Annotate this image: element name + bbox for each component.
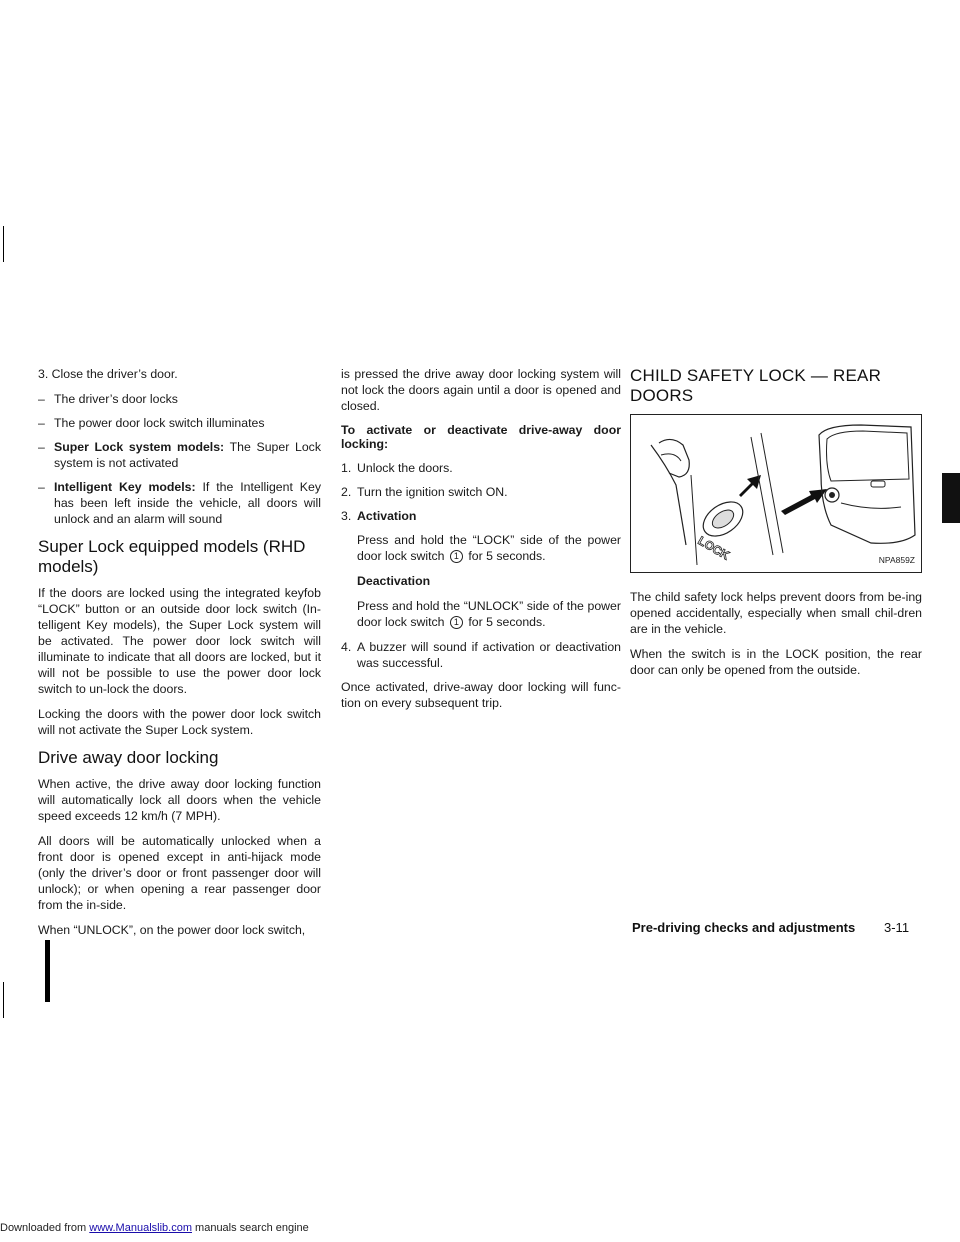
left-column bbox=[38, 366, 321, 947]
paragraph: is pressed the drive away door locking system will not lock the doors again until a door is opened and closed. bbox=[341, 367, 621, 413]
deactivation-label: Deactivation bbox=[357, 574, 431, 588]
step-3: 3. Close the driver’s door. bbox=[38, 367, 178, 381]
callout-1-icon: 1 bbox=[450, 616, 463, 629]
dash-item: – Intelligent Key models: If the Intelligent Key has been left inside the vehicle, all doors will unlock and an alarm will sound bbox=[38, 480, 321, 526]
label-bold: Super Lock system models: bbox=[54, 440, 225, 454]
section-heading: Drive away door locking bbox=[38, 748, 219, 767]
child-lock-illustration bbox=[631, 415, 921, 572]
download-banner: Downloaded from www.Manualslib.com manuals search engine bbox=[0, 1222, 309, 1234]
dash-item: – The power door lock switch illuminates bbox=[38, 416, 265, 430]
section-heading: CHILD SAFETY LOCK — REAR DOORS bbox=[630, 366, 882, 405]
list-item: 1. Unlock the doors. bbox=[341, 461, 453, 475]
figure-code: NPA859Z bbox=[878, 555, 915, 565]
paragraph: Locking the doors with the power door lock switch will not activate the Super Lock system. bbox=[38, 707, 321, 737]
paragraph: Once activated, drive-away door locking will func-tion on every subsequent trip. bbox=[341, 680, 621, 710]
crop-mark bbox=[3, 982, 4, 1018]
label-bold: Intelligent Key models: bbox=[54, 480, 196, 494]
paragraph: If the doors are locked using the integrated keyfob “LOCK” button or an outside door lock switch (In-telligent Key models), the Super Lock system will be activated. The power door lock switch will illuminate to indicate that all doors are locked, but it will not be possible to use the power door lock switch to un-lock the doors. bbox=[38, 586, 321, 696]
callout-1-icon: 1 bbox=[450, 550, 463, 563]
list-item: 2. Turn the ignition switch ON. bbox=[341, 485, 508, 499]
dash-item: – The driver’s door locks bbox=[38, 392, 178, 406]
paragraph: When “UNLOCK”, on the power door lock switch, bbox=[38, 923, 306, 937]
section-tab-marker bbox=[942, 473, 960, 523]
list-item: 4. A buzzer will sound if activation or deactivation was successful. bbox=[341, 640, 621, 670]
list-item: 3. Activation bbox=[341, 509, 417, 523]
right-column bbox=[630, 366, 922, 687]
page-number: 3-11 bbox=[884, 920, 910, 935]
paragraph: The child safety lock helps prevent doors from be-ing opened accidentally, especially when small chil-dren are in the vehicle. bbox=[630, 590, 922, 636]
paragraph: When the switch is in the LOCK position, the rear door can only be opened from the outside. bbox=[630, 647, 922, 677]
crop-mark bbox=[45, 940, 50, 1002]
manualslib-link[interactable]: www.Manualslib.com bbox=[89, 1222, 192, 1234]
child-lock-figure bbox=[630, 414, 922, 573]
middle-column bbox=[341, 366, 621, 720]
paragraph: All doors will be automatically unlocked when a front door is opened except in anti-hijack mode (only the driver’s door or front passenger door will unlock); or when opening a rear passenger door from the in-side. bbox=[38, 834, 321, 912]
section-heading: Super Lock equipped models (RHD models) bbox=[38, 537, 306, 576]
deactivation-text: Press and hold the “UNLOCK” side of the power door lock switch 1 for 5 seconds. bbox=[357, 599, 621, 629]
footer-section-title: Pre-driving checks and adjustments bbox=[632, 920, 856, 935]
activation-text: Press and hold the “LOCK” side of the power door lock switch 1 for 5 seconds. bbox=[357, 533, 621, 563]
subheading: To activate or deactivate drive-away door locking: bbox=[341, 423, 621, 451]
crop-mark bbox=[3, 226, 4, 262]
lock-embossed-label: LOCK bbox=[695, 533, 732, 563]
paragraph: When active, the drive away door locking function will automatically lock all doors when the vehicle speed exceeds 12 km/h (7 MPH). bbox=[38, 777, 321, 823]
dash-item: – Super Lock system models: The Super Lock system is not activated bbox=[38, 440, 321, 470]
